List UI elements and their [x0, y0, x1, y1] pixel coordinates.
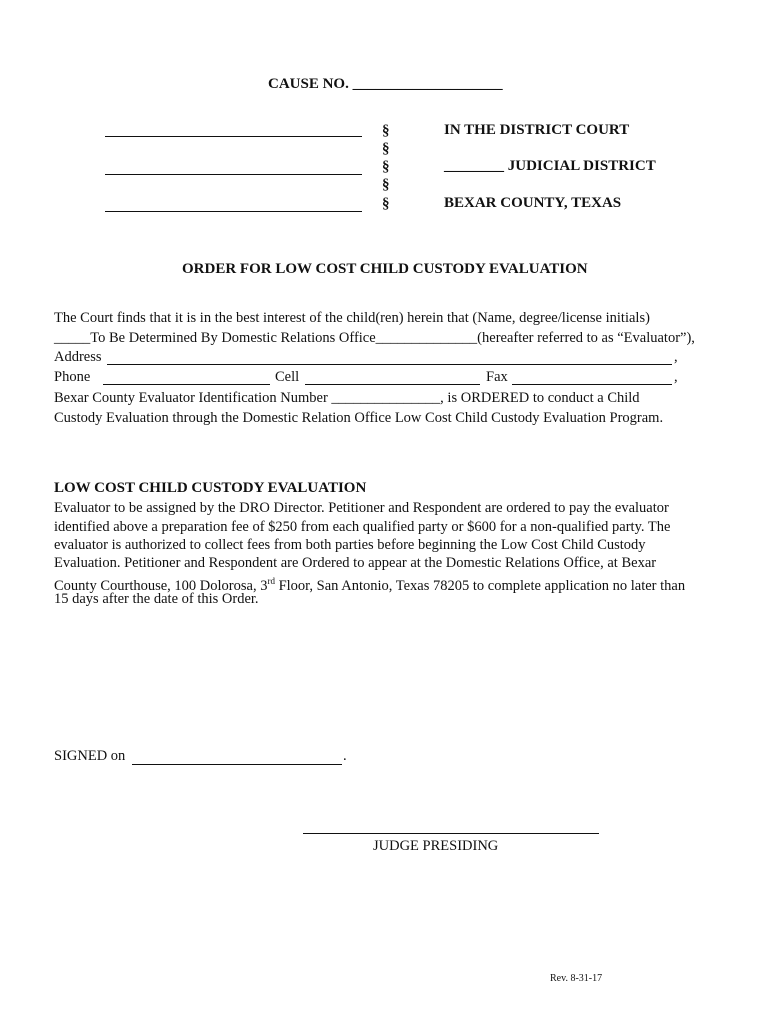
section-symbol: § — [382, 177, 390, 193]
findings-line-2: _____To Be Determined By Domestic Relations Office______________(hereafter referred to as “Evaluator”), — [54, 330, 695, 346]
signed-label: SIGNED on — [54, 748, 126, 764]
signed-period: . — [343, 748, 347, 764]
phone-label: Phone — [54, 369, 91, 385]
low-cost-heading: LOW COST CHILD CUSTODY EVALUATION — [54, 480, 367, 496]
phone-blank — [103, 384, 270, 385]
section-symbol: § — [382, 123, 390, 139]
cause-number: CAUSE NO. ____________________ — [268, 76, 503, 92]
custody-program-line: Custody Evaluation through the Domestic Relation Office Low Cost Child Custody Evaluation Program. — [54, 410, 664, 426]
party-blank-1 — [105, 136, 362, 137]
section-symbol: § — [382, 159, 390, 175]
judge-signature-line — [303, 833, 599, 834]
fax-label: Fax — [486, 369, 508, 385]
section-symbol: § — [382, 196, 390, 212]
low-cost-line: evaluator is authorized to collect fees from both parties before beginning the Low Cost Child Custody — [54, 537, 646, 553]
signed-date-blank — [132, 764, 342, 765]
district-court: IN THE DISTRICT COURT — [444, 122, 630, 138]
address-blank — [107, 364, 672, 365]
address-comma: , — [674, 349, 678, 365]
section-symbol: § — [382, 141, 390, 157]
revision-date: Rev. 8-31-17 — [550, 973, 603, 984]
ordinal-suffix: rd — [267, 576, 275, 586]
county-state: BEXAR COUNTY, TEXAS — [444, 195, 622, 211]
judge-presiding: JUDGE PRESIDING — [373, 838, 499, 854]
findings-line-1: The Court finds that it is in the best interest of the child(ren) herein that (Name, degree/license initials) — [54, 310, 650, 326]
party-blank-3 — [105, 211, 362, 212]
low-cost-line: identified above a preparation fee of $250 from each qualified party or $600 for a non-qualified party. The — [54, 519, 671, 535]
low-cost-line: Evaluation. Petitioner and Respondent are Ordered to appear at the Domestic Relations Office, at Bexar — [54, 555, 657, 571]
cell-blank — [305, 384, 480, 385]
fax-blank — [512, 384, 672, 385]
fax-comma: , — [674, 369, 678, 385]
judicial-district: ________ JUDICIAL DISTRICT — [444, 158, 656, 174]
cell-label: Cell — [275, 369, 300, 385]
low-cost-line: Evaluator to be assigned by the DRO Director. Petitioner and Respondent are ordered to pay the evaluator — [54, 500, 669, 516]
low-cost-line-6: 15 days after the date of this Order. — [54, 591, 259, 607]
address-label: Address — [54, 349, 102, 365]
evaluator-id-line: Bexar County Evaluator Identification Number _______________, is ORDERED to conduct a Child — [54, 390, 640, 406]
low-cost-line-5-end: Floor, San Antonio, Texas 78205 to complete application no later than — [274, 577, 686, 594]
low-cost-line-5-start: County Courthouse, 100 Dolorosa, 3 — [54, 577, 268, 594]
document-title: ORDER FOR LOW COST CHILD CUSTODY EVALUATION — [182, 261, 588, 277]
party-blank-2 — [105, 174, 362, 175]
